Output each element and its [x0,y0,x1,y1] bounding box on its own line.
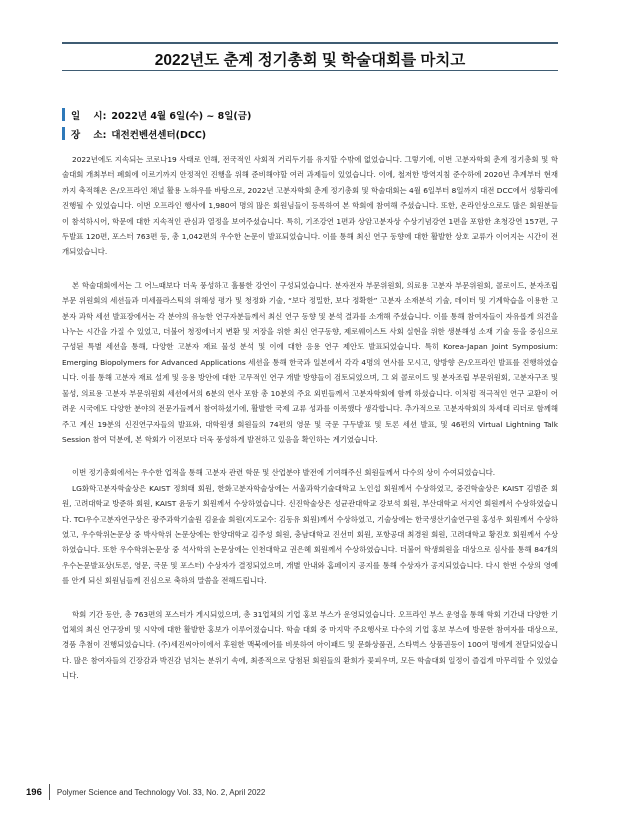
event-date-row [62,107,558,122]
event-date-value: 2022년 4월 6일(수) ~ 8일(금) [111,110,252,122]
journal-citation: Polymer Science and Technology Vol. 33, No. 2, April 2022 [56,787,266,797]
event-date-label: 일 시: [71,110,107,122]
paragraph-awards: LG화학고분자학술상은 KAIST 정희태 회원, 한화고분자학술상에는 서울과학기술대학교 노인섭 회원께서 수상하였고, 중견학술상은 KAIST 김범준 회원, 고려대학교 방준하 회원, KAIST 윤동기 회원께서 수상하였습니다. 신진학술상은 성균관대학교 강보석 회원, 부산대학교 서지연 회원께서 수상하였습니다. TCI우수고분자연구상은 광주과학기술원 김윤솔 회원(지도교수: 김동유 회원)께서 수상하였고, 기술상에는 한국생산기술연구원 홍성우 회원께서 수상하였고, 우수학위논문상 중 박사학위 논문상에는 한양대학교 김주성 회원, 충남대학교 진선미 회원, 포항공대 최경원 회원, 고려대학교 황진호 회원께서 수상하였습니다. 또한 우수학위논문상 중 석사학위 논문상에는 인천대학교 권은혜 회원께서 수상하였습니다. 더불어 학생회원을 대상으로 심사를 통해 84개의 우수논문발표상(토론, 영문, 국문 및 포스터) 수상자가 결정되었으며, 개별 안내와 홈페이지 공지를 통해 수상자가 공지되었습니다. 다시 한번 수상의 영예를 안게 되신 회원님들께 진심으로 축하의 말씀을 전해드립니다. [62,483,558,586]
article-body [62,152,558,702]
event-venue-value: 대전컨벤션센터(DCC) [111,129,207,141]
event-venue-row [62,126,558,141]
page-footer [26,784,265,800]
header-bottom-rule [62,70,558,71]
accent-bar-icon [62,127,65,140]
page-title: 2022년도 춘계 정기총회 및 학술대회를 마치고 [154,52,466,69]
accent-bar-icon [62,108,65,121]
paragraph-exhibition: 학회 기간 동안, 총 763편의 포스터가 게시되었으며, 총 31업체의 기업 홍보 부스가 운영되었습니다. 오프라인 부스 운영을 통해 학회 기간내 다양한 기업체의 최신 연구장비 및 시약에 대한 활발한 홍보가 이루어졌습니다. 학술 대회 중 마지막 주요행사로 다수의 기업 홍보 부스에 방문한 참여자를 대상으로, 경품 추첨이 진행되었습니다. (주)세진씨아이에서 후원한 맥북에어를 비롯하여 아이패드 및 문화상품권, 스타벅스 상품권등이 100여 명에게 전달되었습니다. 많은 참여자들의 긴장감과 박진감 넘치는 분위기 속에, 최종적으로 당첨된 회원들의 환희가 꽃피우며, 모든 학술대회 일정이 즐겁게 마무리할 수 있었습니다. [62,609,558,681]
footer-divider [49,784,50,800]
paragraph-awards-intro: 이번 정기총회에서는 우수한 업적을 통해 고분자 관련 학문 및 산업분야 발전에 기여해주신 회원들께서 다수의 상이 수여되었습니다. [72,468,496,478]
header-top-rule [62,42,558,44]
event-venue-label: 장 소: [71,129,107,141]
paragraph-overview: 2022년에도 지속되는 코로나19 사태로 인해, 전국적인 사회적 거리두기를 유지할 수밖에 없었습니다. 그렇기에, 이번 고분자학회 춘계 정기총회 및 학술대회 개최부터 폐회에 이르기까지 안정적인 진행을 위해 준비해야할 여러 과제들이 있었습니다. 이에, 철저한 방역지침 준수하에 2020년 추계부터 현재까지 축적해온 온/오프라인 채널 활용 노하우를 바탕으로, 2022년 고분자학회 춘계 정기총회 및 학술대회는 4월 6일부터 8일까지 대전 DCC에서 성황리에 진행될 수 있었습니다. 이번 오프라인 행사에 1,980여 명의 많은 회원님들이 등록하여 본 학회에 참여해 주셨습니다. 또한, 온라인상으로도 많은 회원분들이 참석하시어, 학문에 대한 지속적인 관심과 열정을 보여주셨습니다. 특히, 기조강연 1편과 상암고분자상 수상기념강연 1편을 포함한 초청강연 157편, 구두발표 120편, 포스터 763편 등, 총 1,042편의 우수한 논문이 발표되었습니다. 이를 통해 최신 연구 동향에 대한 활발한 상호 교류가 이어지는 시간이 전개되었습니다. [62,155,558,257]
paragraph-sessions: 본 학술대회에서는 그 어느때보다 더욱 풍성하고 훌륭한 강연이 구성되었습니다. 분자전자 부문위원회, 의료용 고분자 부문위원회, 콜로이드, 분자조립 부문 위원회의 세션들과 미세플라스틱의 위해성 평가 및 청정화 기술, “보다 정밀한, 보다 정확한” 고분자 소재분석 기술, 데이터 및 기계학습을 이용한 고분자 과학 세션 발표장에서는 각 분야의 유능한 연구자분들께서 최신 연구 동향 및 분석 결과를 소개해 주셨습니다. 이를 통해 참여자들이 자유롭게 의견을 나누는 시간을 가질 수 있었고, 더불어 청정에너지 변환 및 저장을 위한 최신 연구동향, 제로웨이스트 사회 실현을 위한 생분해성 소재 기술 등을 중심으로 구성된 특별 세션을 통해, 다양한 고분자 재료 물성 분석 및 이에 대한 응용 연구 제안도 발표되었습니다. 특히 Korea-Japan Joint Symposium: Emerging Biopolymers for Advanced Applications 세션을 통해 한국과 일본에서 각각 4명의 연사를 모시고, 양방향 온/오프라인 발표를 진행하였습니다. 이를 통해 고분자 재료 설계 및 응용 방안에 대한 고무적인 연구 개발 방향들이 검토되었으며, 그 외 콜로이드 및 분자조립 부문위원회, 고분자구조 및 물성, 의료용 고분자 부문위원회 세션에서의 6분의 연사 포함 총 10분의 주요 외빈들께서 고분자학회에 함께 하셨습니다. 이처럼 적극적인 연구 교환이 어려운 시국에도 다양한 분야의 전문가들께서 참여하셨기에, 활발한 국제 교류 성과를 이룩했다 생각합니다. 추가적으로 고분자학회의 차세대 리더로 함께해주고 계신 19분의 신진연구자들의 발표와, 대학원생 회원들의 74편의 영문 및 국문 구두발표 및 토론 세션 발표, 및 46편의 Virtual Lightning Talk Session 참여 덕분에, 본 학회가 이전보다 더욱 풍성하게 발전하고 있음을 확인하는 계기였습니다. [62,280,558,444]
page-number: 196 [26,786,42,798]
